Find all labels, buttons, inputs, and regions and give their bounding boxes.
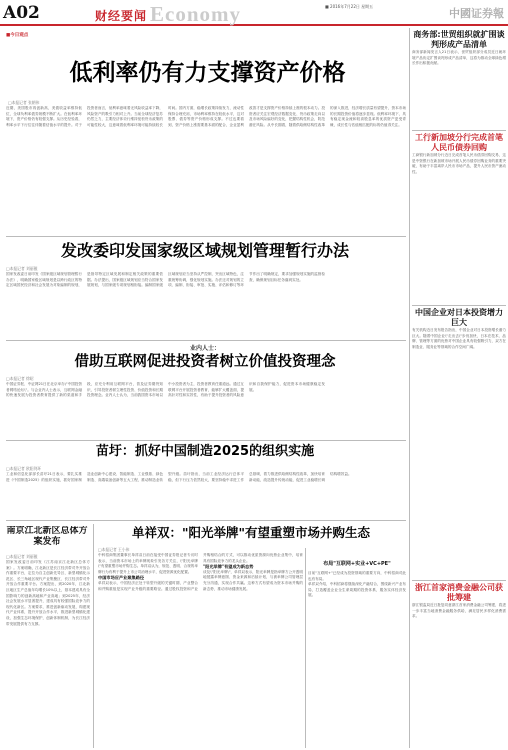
section-title-en: Economy	[150, 2, 241, 26]
body-text: 单祥双表示，中国经济正处于转型升级的关键时期，产业整合和并购重组是实现产业升级的重要路径。通过股权投资和产业并购相结合的方式，可以推动优质资源向优势企业集中，培育具有国际竞争力的龙头企业。	[98, 553, 303, 591]
story-body	[98, 553, 303, 748]
story-body	[6, 472, 406, 518]
kicker: 业内人士：	[190, 345, 221, 352]
body-text: 工业和信息化部部长苗圩21日表示，要扎实推进《中国制造2025》的组织实施，抓好国家制造业创新中心建设、智能制造、工业强基、绿色制造、高端装备创新等五大工程，推动制造业转型升级。苗圩指出，当前工业经济运行总体平稳，但下行压力依然较大，要坚持稳中求进工作总基调，着力推进供给侧结构性改革，加快培育新动能，改造提升传统动能，促进工业稳增长调结构增效益。	[6, 472, 352, 482]
body-text: 商务部新闻发言人21日表示，世贸组织部分成员近日就环境产品协定扩围谈判形成产品清单，这将为推动全球绿色增长作出积极贡献。	[412, 50, 506, 66]
story-headline: 苗圩：抓好中国制造2025的组织实施	[95, 444, 315, 459]
story-body	[6, 106, 406, 232]
story-headline: 借助互联网促进投资者树立价值投资理念	[74, 354, 336, 370]
divider	[6, 520, 406, 521]
body-text: 浙江银监局近日批复同意浙江首家消费金融公司筹建，将进一步丰富当地消费金融服务供给，满足居民多样化消费需求。	[412, 603, 506, 619]
subhead: 中国市场应产业聚集路径	[98, 575, 145, 581]
story-body	[6, 272, 406, 336]
story-headline: 发改委印发国家级区域规划管理暂行办法	[60, 241, 349, 260]
divider	[412, 130, 506, 131]
body-text: 中科招商集团董事长单祥双日前在接受中国证券报记者专访时表示，当前资本市场上的举牌现象引发各方关注，\"阳光举牌\"有望重塑市场并购生态。单祥双认为，规范、透明、合规的举牌行为有利于提升上市公司治理水平，促进资源优化配置。	[98, 553, 198, 574]
story-body	[6, 560, 90, 748]
brief-headline: 工行新加坡分行完成首笔人民币债券回购	[415, 133, 503, 152]
body-text: 国家发改委日前印发《国家级区域规划管理暂行办法》，明确国家级区域规划是以跨行政区的特定区域国民经济和社会发展为对象编制的规划，是指导特定区域发展和制定相关政策的重要依据。办法提出，国家级区域规划应当符合国家发展规划，与国家级专项规划相衔接。编制国家级区域规划应当坚持从严控制，突出区域特色，注重统筹协调，强化规划实施。办法还对规划的立项、编制、衔接、审批、实施、评估和修订等环节作出了明确规定，要求加强规划实施的监督检查，确保规划目标任务落到实处。	[6, 272, 325, 288]
body-text: 谈及\"阳光举牌\"，单祥双表示，阳光举牌是指举牌方公开透明地披露举牌意图、资金来源和后续计划，与被举牌公司管理层充分沟通，实现合作共赢。这种方式有望成为资本市场并购的新态势，推动市场健康发展。	[203, 569, 303, 591]
divider	[409, 28, 410, 748]
body-text: 工商银行新加坡分行近日完成首笔人民币债券回购交易，这是中资银行在新加坡市场开展人民币债券回购业务的重要突破，有助于丰富离岸人民币市场产品，提升人民币资产流动性。	[412, 153, 506, 174]
story-body	[6, 382, 406, 438]
masthead-logo: 中國证券報	[449, 7, 504, 20]
brief-headline: 浙江首家消费金融公司获批筹建	[415, 583, 503, 602]
quote-box-title: 布局"互联网+实业+VC+PE"	[323, 561, 391, 567]
byline: □本报记者 王小伟	[98, 547, 130, 552]
byline: □本报记者 徐昭	[6, 376, 34, 381]
divider	[6, 340, 406, 341]
page-code: A02	[3, 3, 40, 23]
byline: □本报记者 欧阳剑环	[6, 466, 42, 471]
body-text: 有关机构近日发布报告指出，中国企业对日本投资增长潜力巨大。随着中国企业\"走出去\"步伐加快，日本在技术、品牌、管理等方面的优势对中国企业具有较强吸引力，双方在制造业、服务业等领域的合作空间广阔。	[412, 328, 506, 349]
page-header	[0, 0, 508, 26]
byline: □本报记者 张朝伟	[8, 100, 40, 105]
divider	[305, 548, 306, 748]
news-briefs	[412, 30, 506, 748]
divider	[6, 440, 406, 441]
body-text: 中国证券报、中证网21日在北京举办\"中国投资者网络论坛\"。与会业内人士表示，互联网金融的快速发展为投资者教育提供了新的渠道和手段，应充分利用互联网平台，普及证券期货知识，引导投资者树立理性投资、价值投资和长期投资理念。业内人士认为，当前我国资本市场以中小投资者为主，投资者教育任重道远。通过互联网平台开展投资者教育，能够扩大覆盖面，提高针对性和实效性，有助于提升投资者的风险意识和自我保护能力，促进资本市场健康稳定发展。	[6, 382, 325, 398]
brief-headline: 中国企业对日本投资增力巨大	[415, 308, 503, 327]
brief-headline: 商务部:世贸组织就扩围谈判形成产品清单	[413, 30, 505, 49]
byline: □本报记者 刘丽靓	[6, 266, 38, 271]
divider	[412, 305, 506, 306]
quote-box-text: 目前"互联网+"已经成为投资领域的重要方向，中科招商对此也有布局。	[308, 571, 406, 581]
divider	[6, 236, 406, 237]
story-headline: 低利率仍有力支撑资产价格	[69, 60, 346, 86]
subhead: "阳光举牌"有望成为新态势	[203, 564, 254, 570]
body-text: 国家发改委日前印发《江苏南京江北新区总体方案》。方案明确，江北新区是长江经济带对外开放合作重要平台，定位为自主创新先导区、新型城镇化示范区、长三角地区现代产业集聚区、长江经济带对外开放合作重要平台。方案提出，到2020年，江北新区地区生产总值年均增长10%以上，基本建成具有全国影响力的创新高地和产业高地；到2025年，经济社会发展水平显著提升，建成具有较强国际竞争力的现代化新区。方案要求，推进创新驱动发展，构建现代产业体系，提升开放合作水平，推进新型城镇化建设，加强生态环境保护，创新体制机制，为长江经济带发展提供有力支撑。	[6, 560, 90, 626]
story-headline: 南京江北新区总体方案发布	[6, 526, 88, 547]
quote-box	[308, 560, 406, 748]
section-title: 财经要闻	[95, 9, 148, 23]
issue-info: ■ 2016年7月22日 星期五	[325, 4, 374, 9]
story-headline: 单祥双："阳光举牌"有望重塑市场并购生态	[131, 525, 371, 540]
body-text: 近期，美国股市再创新高，美债收益率维持低位，全球负利率债券规模不断扩大。在低利率环境下，资产价格仍有较强支撑。从历史经验看，利率水平下行往往伴随着估值水平的提升。对于投资者而言，低利率意味着无风险收益率下降，风险资产的吸引力相对上升。当前全球经济复苏仍然乏力，主要经济体央行维持宽松货币政策的可能性较大，这意味着低利率环境可能持续较长时间。国内方面，稳增长政策持续发力，流动性保持合理充裕，市场利率维持在较低水平，这对股票、债券等资产价格形成支撑。不过也要看到，资产价格上涨需要基本面的配合，企业盈利改善才是支撑资产价格持续上涨的根本动力。投资者应关注宏观经济数据变化、货币政策走向以及市场风险偏好的变化，把握结构性机会，防范潜在风险。从中长期看，随着供给侧结构性改革的深入推进，经济增长质量有望提升，资本市场的长期投资价值将逐步显现。低利率环境下，具有稳定现金流和较高股息率的优质资产更受青睐，成长性与估值相匹配的标的仍值得关注。	[6, 106, 406, 127]
divider	[412, 580, 506, 581]
story-opinion	[6, 32, 406, 38]
divider	[93, 524, 94, 748]
byline: □本报记者 刘丽靓	[6, 554, 38, 559]
column-tag: ■今日观点	[6, 33, 29, 38]
body-text: 单祥双介绍，中科招商将继续深化产融结合，围绕新兴产业布局，打造覆盖企业全生命周期的投资体系，服务实体经济发展。	[308, 582, 406, 598]
